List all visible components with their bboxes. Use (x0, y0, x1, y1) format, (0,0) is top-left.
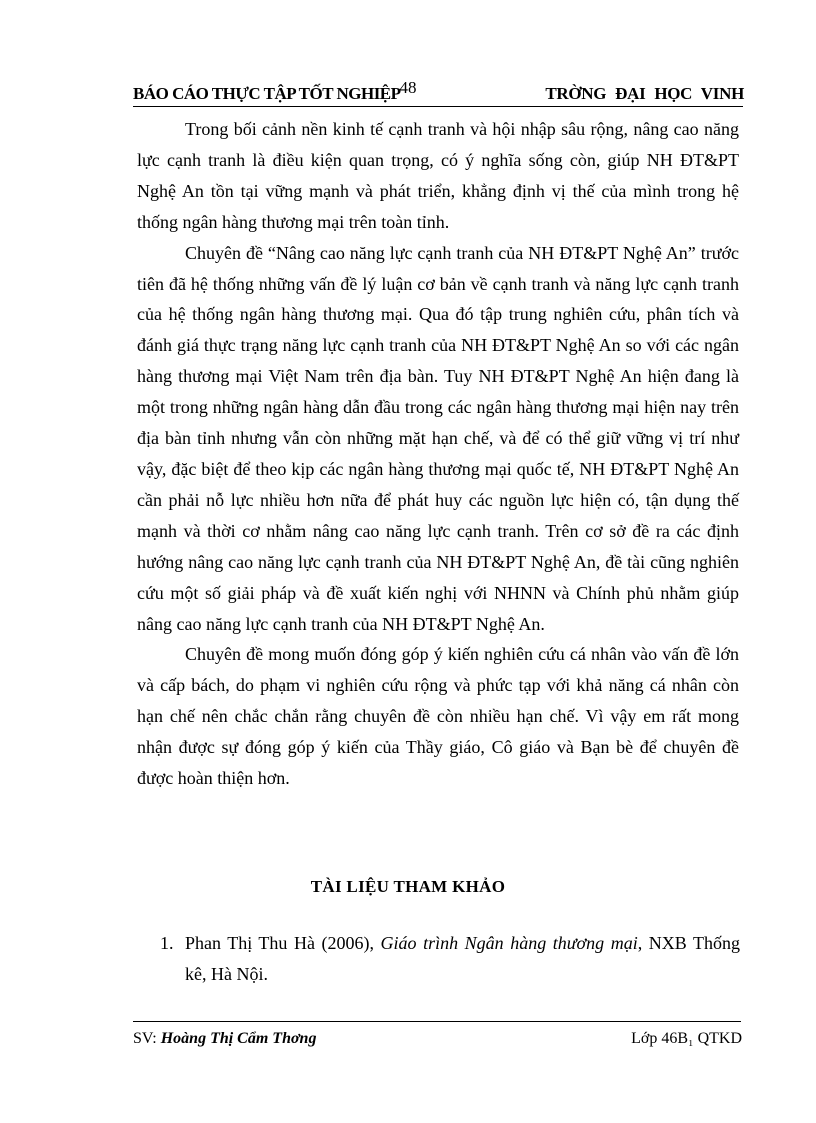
footer-class: Lớp 46B₁ QTKD (631, 1030, 742, 1047)
reference-title: Giáo trình Ngân hàng thương mại (380, 933, 638, 953)
references-heading: TÀI LIỆU THAM KHẢO (310, 877, 506, 896)
reference-text (160, 928, 740, 990)
footer-divider (133, 1021, 741, 1022)
student-prefix: SV: (133, 1030, 161, 1047)
paragraph: Chuyên đề “Nâng cao năng lực cạnh tranh của NH ĐT&PT Nghệ An” trước tiên đã hệ thống những vấn đề lý luận cơ bản về cạnh tranh và năng lực cạnh tranh của hệ thống ngân hàng thương mại. Qua đó tập trung nghiên cứu, phân tích và đánh giá thực trạng năng lực cạnh tranh của NH ĐT&PT Nghệ An so với các ngân hàng thương mại Việt Nam trên địa bàn. Tuy NH ĐT&PT Nghệ An hiện đang là một trong những ngân hàng dẫn đầu trong các ngân hàng thương mại hiện nay trên địa bàn tỉnh nhưng vẫn còn những mặt hạn chế, và để có thể giữ vững vị trí như vậy, đặc biệt để theo kịp các ngân hàng thương mại quốc tế, NH ĐT&PT Nghệ An cần phải nỗ lực nhiều hơn nữa để phát huy các nguồn lực hiện có, tận dụng thế mạnh và thời cơ nhằm nâng cao năng lực cạnh tranh. Trên cơ sở đề ra các định hướng nâng cao năng lực cạnh tranh của NH ĐT&PT Nghệ An, đề tài cũng nghiên cứu một số giải pháp và đề xuất kiến nghị với NHNN và Chính phủ nhằm giúp nâng cao năng lực cạnh tranh của NH ĐT&PT Nghệ An. (137, 242, 739, 634)
reference-item (160, 928, 740, 990)
header-title-left: BÁO CÁO THỰC TẬP TỐT NGHIỆP (133, 84, 401, 103)
page-number: 48 (399, 78, 417, 97)
header-university: TRỜNG ĐẠI HỌC VINH (545, 84, 744, 103)
paragraph: Chuyên đề mong muốn đóng góp ý kiến nghiên cứu cá nhân vào vấn đề lớn và cấp bách, do phạm vi nghiên cứu rộng và phức tạp với khả năng cá nhân còn hạn chế nên chắc chắn rằng chuyên đề còn nhiều hạn chế. Vì vậy em rất mong nhận được sự đóng góp ý kiến của Thầy giáo, Cô giáo và Bạn bè để chuyên đề được hoàn thiện hơn. (137, 644, 739, 789)
body-text (137, 114, 739, 794)
reference-number: 1. (160, 933, 174, 953)
footer-student (133, 1030, 316, 1048)
paragraph: Trong bối cảnh nền kinh tế cạnh tranh và hội nhập sâu rộng, nâng cao năng lực cạnh tranh là điều kiện quan trọng, có ý nghĩa sống còn, giúp NH ĐT&PT Nghệ An tồn tại vững mạnh và phát triển, khẳng định vị thế của mình trong hệ thống ngân hàng thương mại trên toàn tỉnh. (137, 119, 739, 232)
header-divider (133, 106, 743, 107)
student-name: Hoàng Thị Cẩm Thơng (160, 1030, 317, 1047)
reference-publisher: , NXB Thống kê, Hà Nội. (185, 933, 740, 984)
reference-author: Phan Thị Thu Hà (2006), (185, 933, 381, 953)
